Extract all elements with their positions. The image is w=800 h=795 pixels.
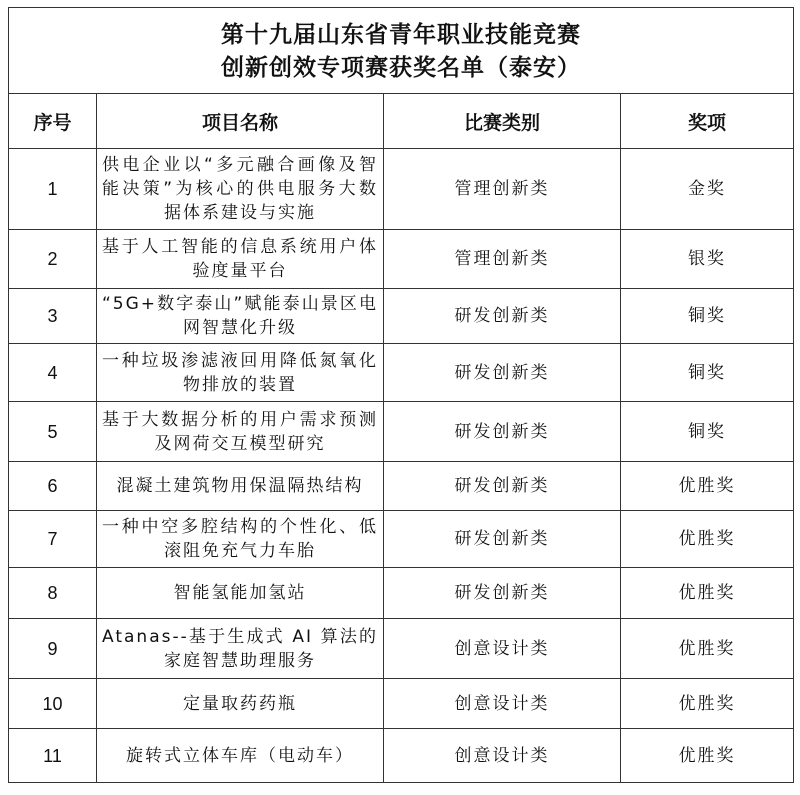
- row-project: 一种垃圾渗滤液回用降低氮氧化物排放的装置: [97, 344, 384, 402]
- row-award: 优胜奖: [621, 462, 794, 511]
- row-project: 智能氢能加氢站: [97, 568, 384, 619]
- row-project: 旋转式立体车库（电动车）: [97, 729, 384, 783]
- title-line-1: 第十九届山东省青年职业技能竞赛: [221, 20, 581, 48]
- row-project: 供电企业以“多元融合画像及智能决策”为核心的供电服务大数据体系建设与实施: [97, 149, 384, 230]
- table-row: [9, 729, 794, 783]
- row-category: 研发创新类: [384, 568, 621, 619]
- table-row: [9, 149, 794, 230]
- table-row: [9, 679, 794, 729]
- row-category: 创意设计类: [384, 679, 621, 729]
- table-row: [9, 344, 794, 402]
- table-row: [9, 619, 794, 679]
- row-award: 铜奖: [621, 344, 794, 402]
- row-index: 3: [9, 289, 97, 344]
- header-project: 项目名称: [97, 94, 384, 149]
- row-project: 基于人工智能的信息系统用户体验度量平台: [97, 230, 384, 289]
- table-body: [9, 149, 794, 783]
- row-index: 4: [9, 344, 97, 402]
- row-category: 研发创新类: [384, 289, 621, 344]
- title-row: [9, 8, 794, 94]
- row-category: 研发创新类: [384, 402, 621, 462]
- row-index: 7: [9, 511, 97, 568]
- row-index: 8: [9, 568, 97, 619]
- table-row: [9, 230, 794, 289]
- row-project: 定量取药药瓶: [97, 679, 384, 729]
- table-row: [9, 402, 794, 462]
- row-project: Atanas--基于生成式 AI 算法的家庭智慧助理服务: [97, 619, 384, 679]
- table-row: [9, 462, 794, 511]
- header-index: 序号: [9, 94, 97, 149]
- row-category: 研发创新类: [384, 462, 621, 511]
- header-award: 奖项: [621, 94, 794, 149]
- row-award: 优胜奖: [621, 619, 794, 679]
- row-project: “5G+数字泰山”赋能泰山景区电网智慧化升级: [97, 289, 384, 344]
- row-category: 创意设计类: [384, 729, 621, 783]
- row-index: 11: [9, 729, 97, 783]
- row-award: 金奖: [621, 149, 794, 230]
- row-category: 管理创新类: [384, 230, 621, 289]
- table-row: [9, 289, 794, 344]
- title-line-2: 创新创效专项赛获奖名单（泰安）: [221, 53, 581, 81]
- row-category: 研发创新类: [384, 344, 621, 402]
- header-category: 比赛类别: [384, 94, 621, 149]
- row-index: 1: [9, 149, 97, 230]
- row-award: 铜奖: [621, 289, 794, 344]
- row-category: 研发创新类: [384, 511, 621, 568]
- row-category: 管理创新类: [384, 149, 621, 230]
- row-award: 优胜奖: [621, 679, 794, 729]
- row-award: 优胜奖: [621, 511, 794, 568]
- row-project: 一种中空多腔结构的个性化、低滚阻免充气力车胎: [97, 511, 384, 568]
- header-row: [9, 94, 794, 149]
- row-category: 创意设计类: [384, 619, 621, 679]
- row-index: 6: [9, 462, 97, 511]
- row-project: 混凝土建筑物用保温隔热结构: [97, 462, 384, 511]
- award-table: [8, 7, 794, 783]
- row-index: 9: [9, 619, 97, 679]
- row-award: 铜奖: [621, 402, 794, 462]
- row-index: 2: [9, 230, 97, 289]
- row-award: 银奖: [621, 230, 794, 289]
- row-project: 基于大数据分析的用户需求预测及网荷交互模型研究: [97, 402, 384, 462]
- row-award: 优胜奖: [621, 729, 794, 783]
- table-row: [9, 568, 794, 619]
- table-title: [9, 8, 794, 94]
- table-row: [9, 511, 794, 568]
- row-award: 优胜奖: [621, 568, 794, 619]
- row-index: 10: [9, 679, 97, 729]
- row-index: 5: [9, 402, 97, 462]
